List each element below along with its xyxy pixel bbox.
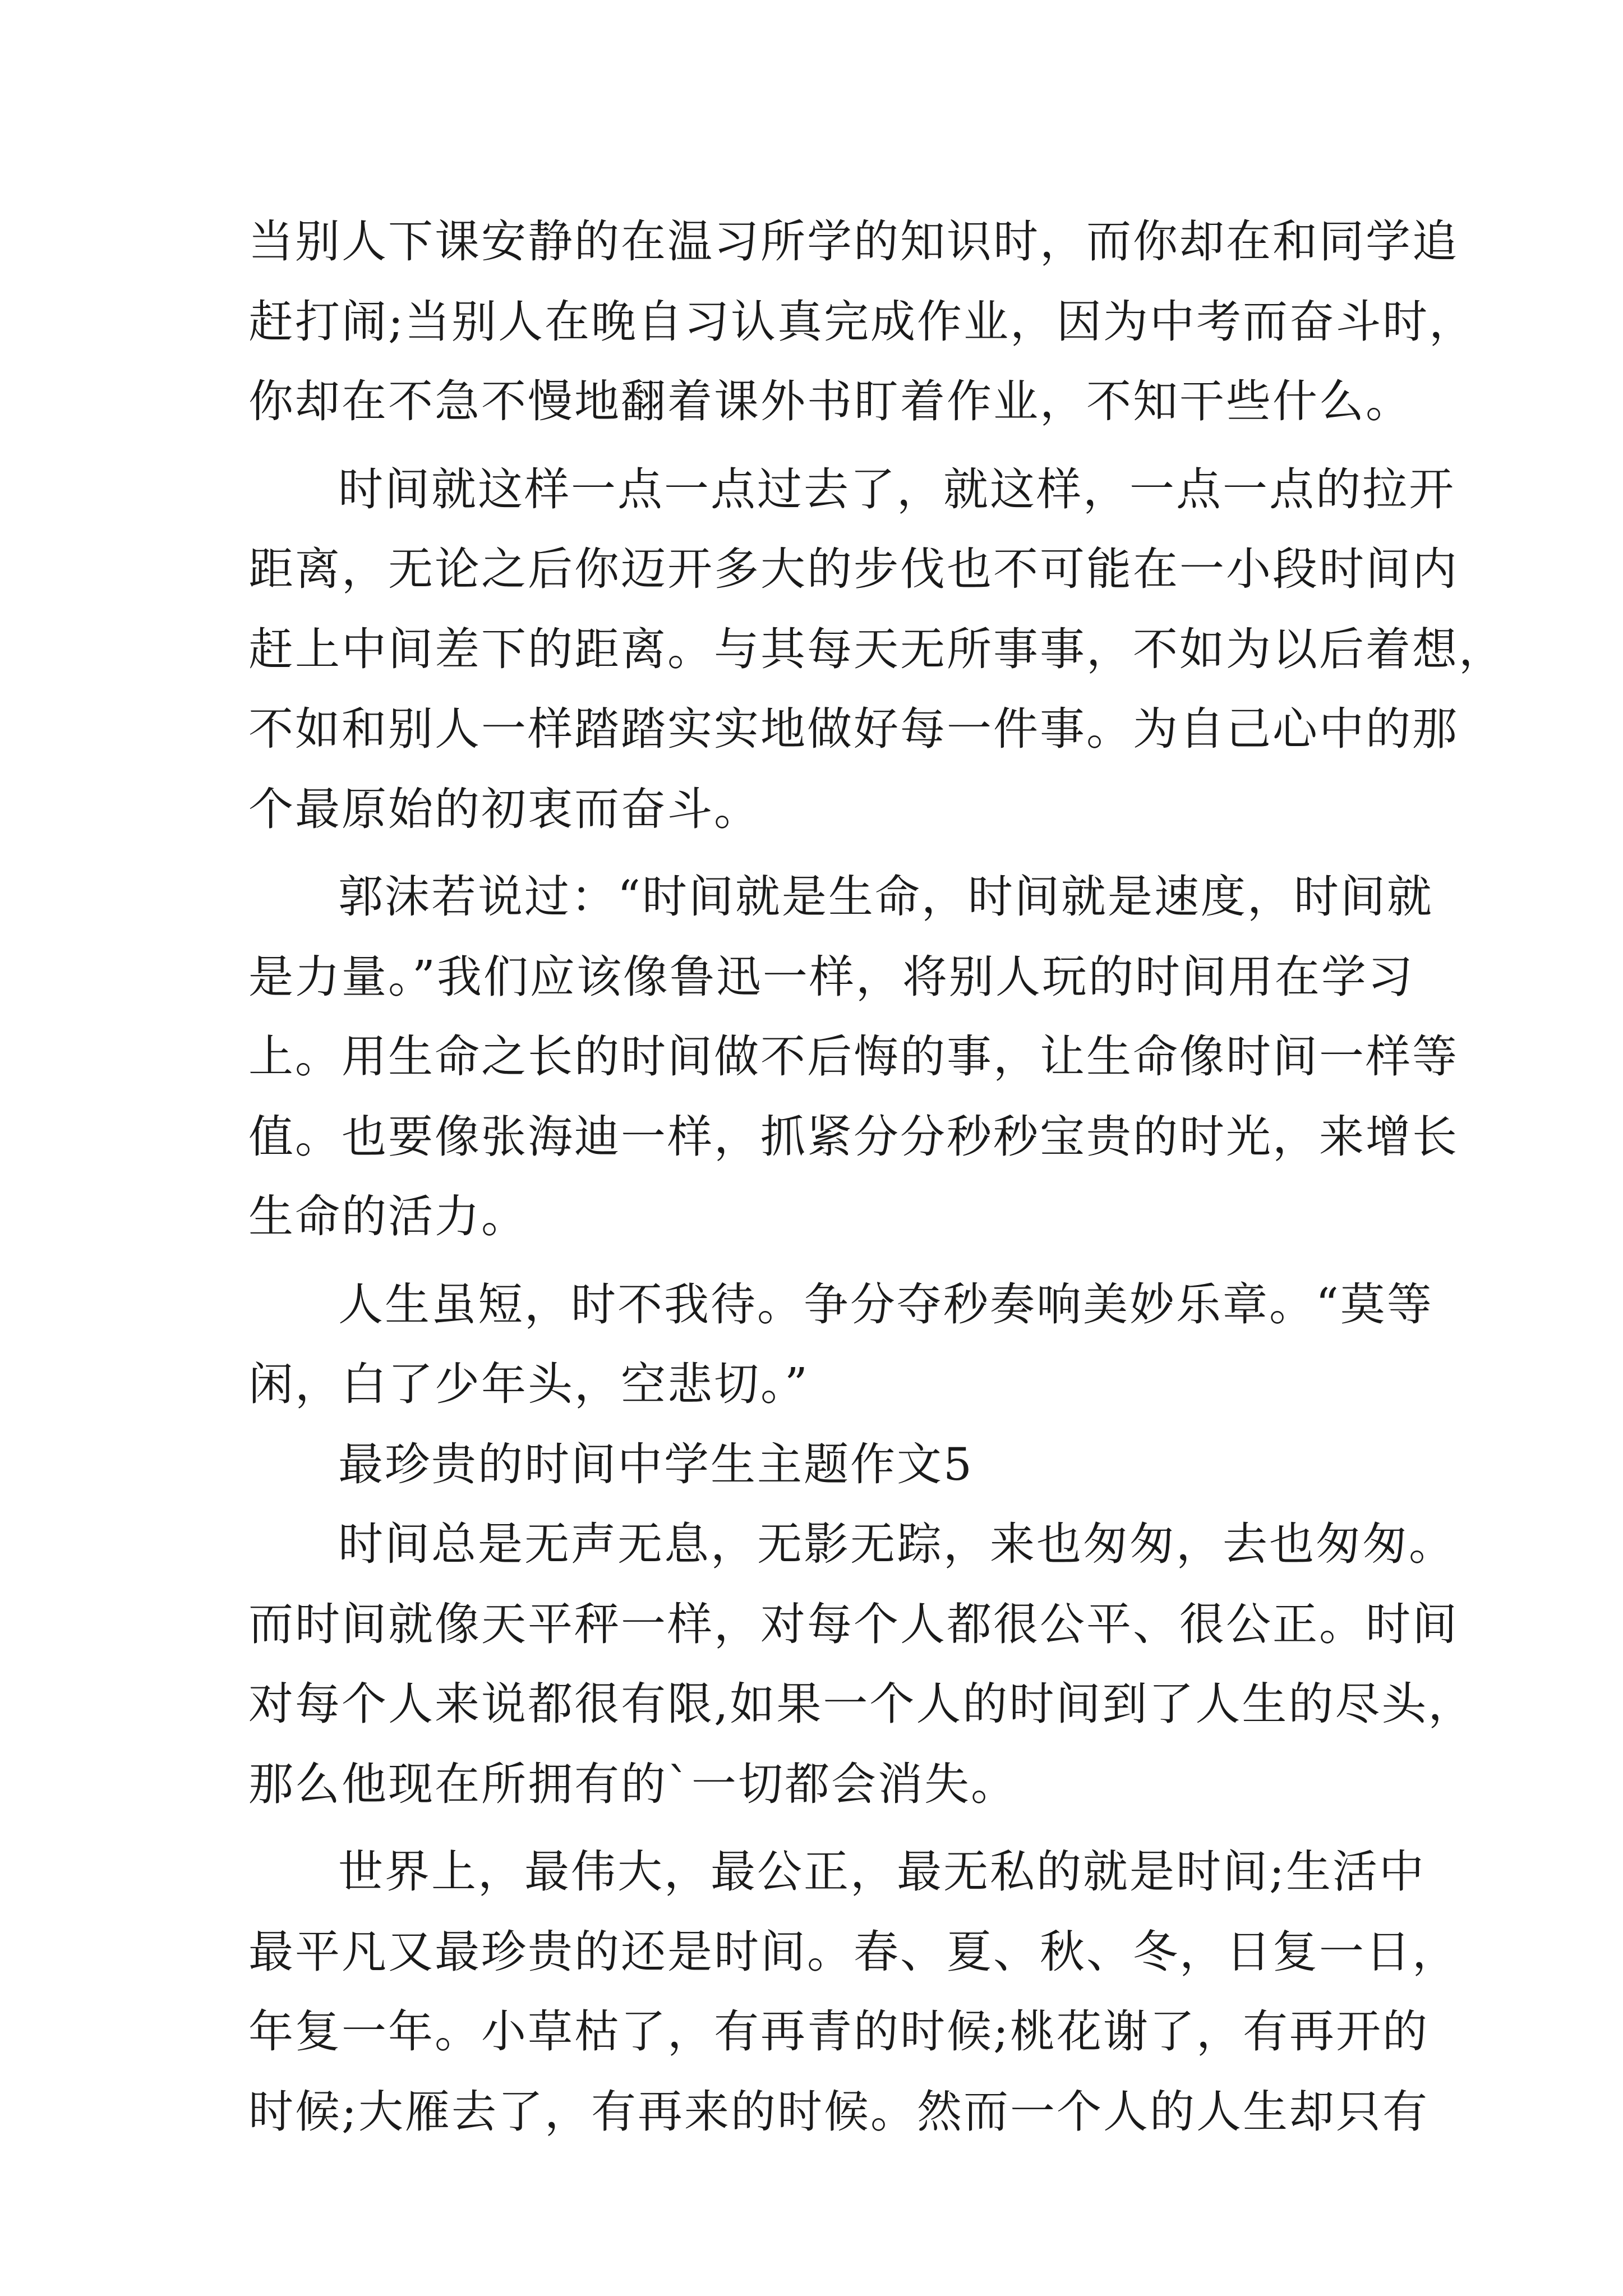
- text-line: 时间就这样一点一点过去了，就这样，一点一点的拉开: [338, 463, 1455, 516]
- text-line: 闲，白了少年头，空悲切。”: [248, 1358, 809, 1410]
- text-line: 而时间就像天平秤一样，对每个人都很公平、很公正。时间: [248, 1598, 1459, 1650]
- text-line: 生命的活力。: [248, 1190, 528, 1243]
- text-line: 值。也要像张海迪一样，抓紧分分秒秒宝贵的时光，来增长: [248, 1110, 1459, 1163]
- text-line: 郭沫若说过：“时间就是生命，时间就是速度，时间就: [338, 871, 1433, 923]
- text-line: 当别人下课安静的在温习所学的知识时，而你却在和同学追: [248, 215, 1459, 268]
- text-line: 最平凡又最珍贵的还是时间。春、夏、秋、冬，日复一日，: [248, 1925, 1459, 1978]
- text-line: 对每个人来说都很有限,如果一个人的时间到了人生的尽头，: [248, 1678, 1475, 1730]
- text-line: 赶上中间差下的距离。与其每天无所事事，不如为以后着想，: [248, 623, 1505, 675]
- text-line: 是力量。”我们应该像鲁迅一样，将别人玩的时间用在学习: [248, 950, 1414, 1003]
- text-line: 世界上，最伟大，最公正，最无私的就是时间;生活中: [338, 1846, 1426, 1898]
- text-line: 赶打闹;当别人在晚自习认真完成作业，因为中考而奋斗时，: [248, 295, 1476, 348]
- text-line: 个最原始的初衷而奋斗。: [248, 783, 760, 835]
- section-heading: 最珍贵的时间中学生主题作文5: [338, 1438, 974, 1490]
- text-line: 人生虽短，时不我待。争分夺秒奏响美妙乐章。“莫等: [338, 1278, 1433, 1331]
- text-line: 那么他现在所拥有的`一切都会消失。: [248, 1757, 1017, 1810]
- text-line: 距离，无论之后你迈开多大的步伐也不可能在一小段时间内: [248, 543, 1459, 595]
- text-line: 你却在不急不慢地翻着课外书盯着作业，不知干些什么。: [248, 375, 1412, 427]
- text-line: 时间总是无声无息，无影无踪，来也匆匆，去也匆匆。: [338, 1518, 1455, 1570]
- text-line: 不如和别人一样踏踏实实地做好每一件事。为自己心中的那: [248, 703, 1459, 755]
- essay-body: [248, 202, 1505, 2152]
- text-line: 时候;大雁去了，有再来的时候。然而一个人的人生却只有: [248, 2085, 1429, 2138]
- text-line: 上。用生命之长的时间做不后悔的事，让生命像时间一样等: [248, 1030, 1459, 1083]
- text-line: 年复一年。小草枯了，有再青的时候;桃花谢了，有再开的: [248, 2005, 1429, 2058]
